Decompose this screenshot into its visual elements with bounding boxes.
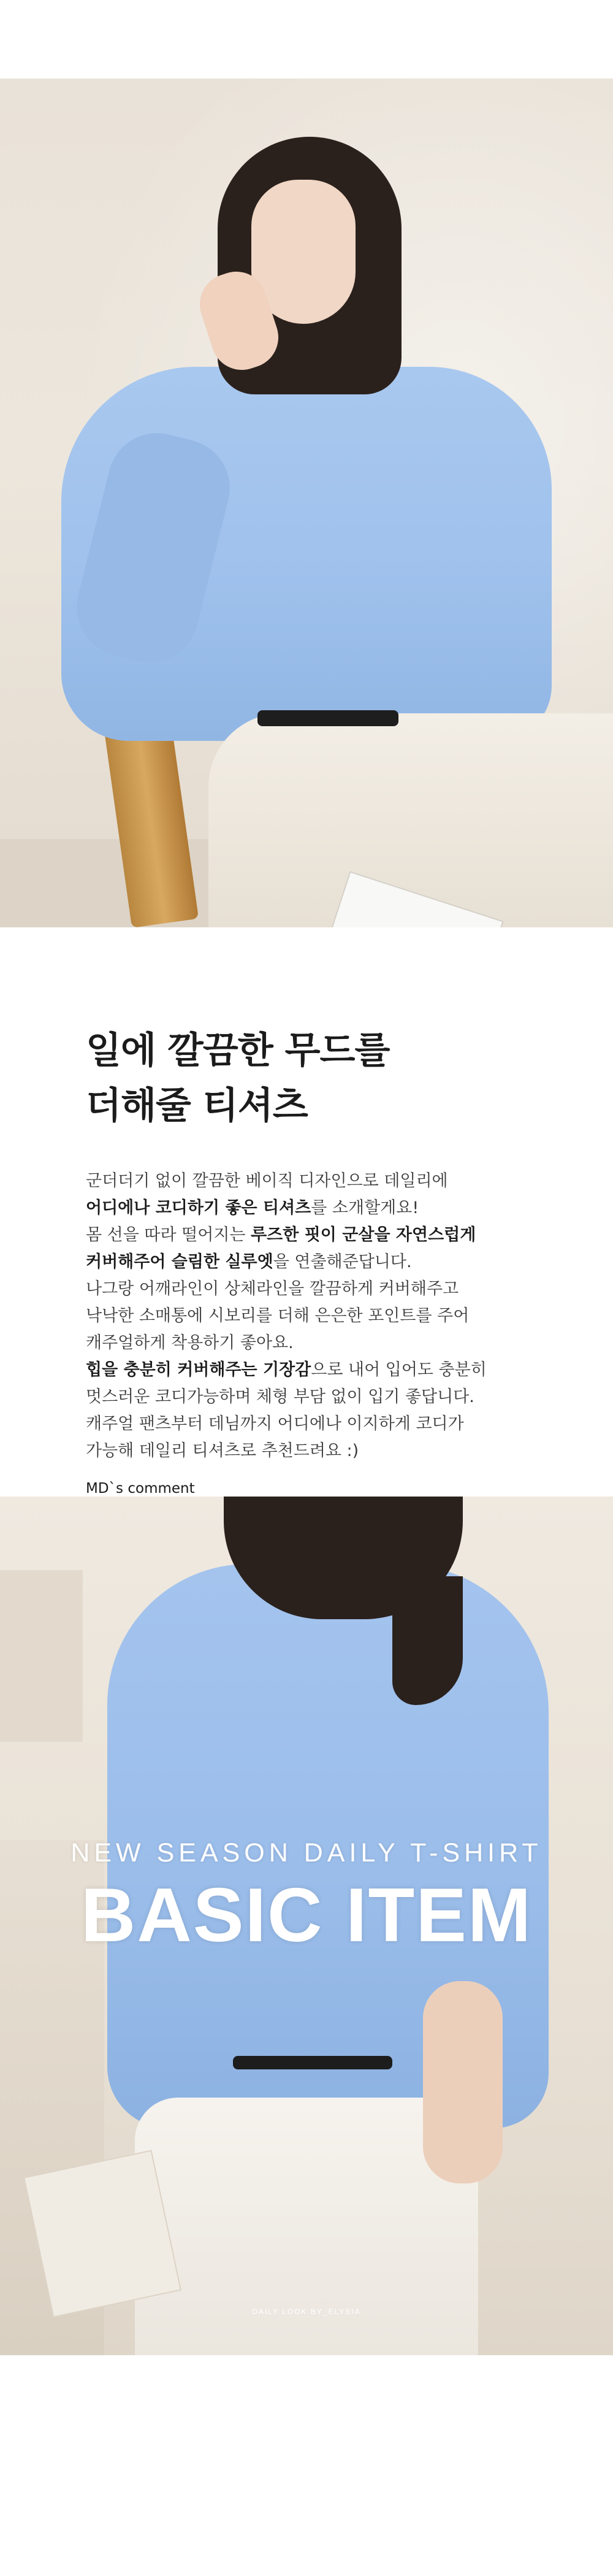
description-emphasis: 루즈한 핏이 군살을 자연스럽게 [251,1225,476,1244]
description-text: 를 소개할게요! [311,1198,419,1217]
headline-line-2: 더해줄 티셔츠 [86,1084,308,1127]
banner-title: BASIC ITEM [80,1873,533,1958]
description-text: 몸 선을 따라 떨어지는 [86,1225,251,1244]
description-line [86,1168,527,1195]
description-text: 으로 내어 입어도 충분히 [311,1360,487,1379]
description-emphasis: 힙을 충분히 커버해주는 기장감 [86,1360,311,1379]
description-line [86,1330,527,1357]
description-line [86,1303,527,1330]
photo-credit: DAILY LOOK BY_ELYSIA [252,2307,361,2316]
model-hair-strand [392,1576,463,1705]
description-line [86,1411,527,1438]
shelf-top [0,1570,83,1742]
banner-subtitle: NEW SEASON DAILY T-SHIRT [70,1838,543,1868]
description-text: 멋스러운 코디가능하며 체형 부담 없이 입기 좋답니다. [86,1387,474,1406]
headline-line-1: 일에 깔끔한 무드를 [86,1029,390,1072]
description-text: 을 연출해준답니다. [273,1252,412,1271]
top-spacer [0,0,613,79]
model-photo-sitting [0,79,613,927]
model-photo-standing [0,1497,613,2355]
description-text: 군더더기 없이 깔끔한 베이직 디자인으로 데일리에 [86,1171,448,1190]
description-text: 나그랑 어깨라인이 상체라인을 깔끔하게 커버해주고 [86,1279,459,1298]
description-line [86,1357,527,1384]
description-text: 캐주얼하게 착용하기 좋아요. [86,1333,294,1352]
black-belt [257,710,398,726]
description-line [86,1438,527,1465]
description-line [86,1384,527,1411]
product-description-section [0,927,613,1497]
black-belt [233,2056,392,2069]
description-line [86,1249,527,1276]
description-emphasis: 커버해주어 슬림한 실루엣 [86,1252,273,1271]
description-emphasis: 어디에나 코디하기 좋은 티셔츠 [86,1198,311,1217]
description-paragraph [86,1168,527,1465]
md-comment-label: MD`s comment [86,1481,195,1500]
description-text: 캐주얼 팬츠부터 데님까지 어디에나 이지하게 코디가 [86,1414,464,1433]
description-line [86,1195,527,1222]
bottom-spacer [0,2355,613,2409]
description-text: 낙낙한 소매통에 시보리를 더해 은은한 포인트를 주어 [86,1306,470,1325]
description-text: 가능해 데일리 티셔츠로 추천드려요 :) [86,1441,359,1460]
description-line [86,1222,527,1249]
description-line [86,1276,527,1303]
model-arm [423,1981,503,2183]
